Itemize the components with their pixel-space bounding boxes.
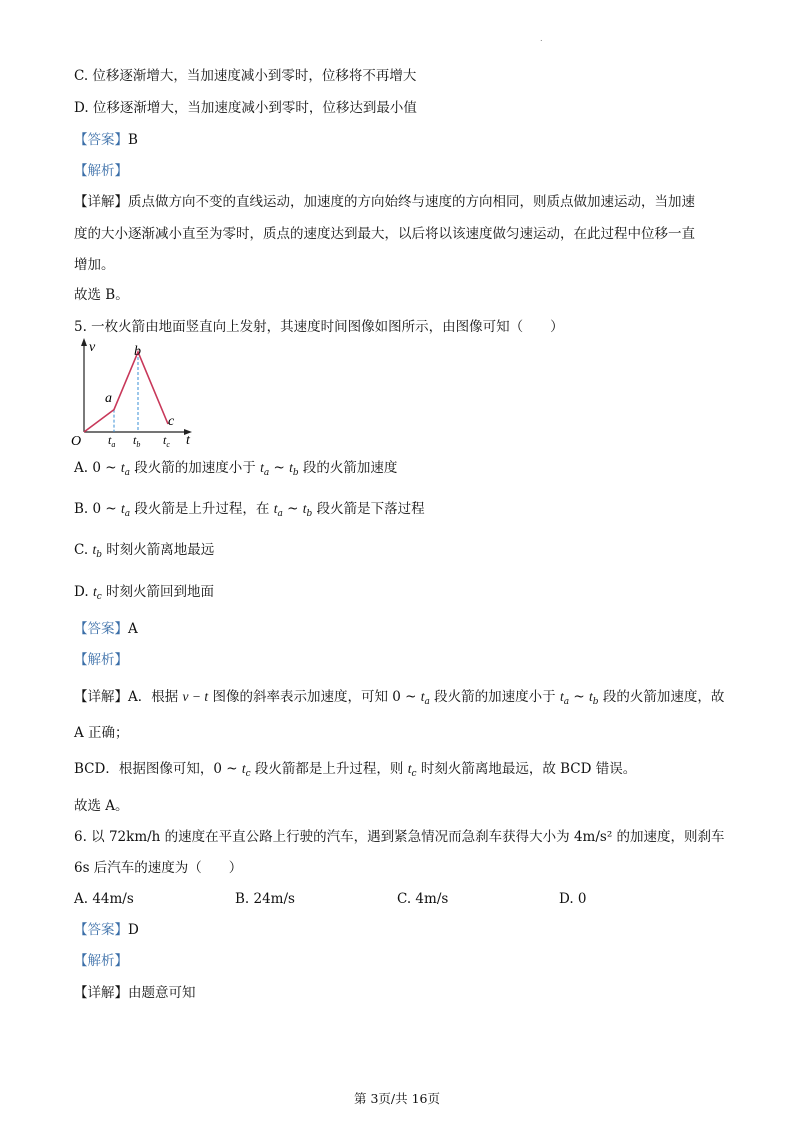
- answer-tag: 【答案】: [74, 132, 128, 148]
- q5-option-b: B. 0 ~ $t_a$ 段火箭是上升过程，在 $t_a$ ~ $t_b$ 段火箭是下落过程: [74, 501, 425, 519]
- answer-value: A: [128, 621, 138, 637]
- q6-option-c: C. 4m/s: [397, 891, 449, 907]
- answer-tag: 【答案】: [74, 621, 128, 637]
- q6-stem-2: 6s 后汽车的速度为（ ）: [74, 860, 243, 876]
- q5-detail-2: A 正确；: [74, 725, 129, 741]
- q5-option-a: A. 0 ~ $t_a$ 段火箭的加速度小于 $t_a$ ~ $t_b$ 段的火箭加速度: [74, 460, 398, 478]
- tick-tb: $t_b$: [133, 433, 141, 448]
- q5-answer-line: [74, 620, 138, 638]
- q6-answer-line: [74, 921, 139, 939]
- page-footer: 第 3页/共 16页: [353, 1091, 441, 1106]
- q6-option-d: D. 0: [559, 891, 587, 907]
- answer-value: D: [128, 922, 139, 938]
- prev-detail-2: 度的大小逐渐减小直至为零时，质点的速度达到最大，以后将以该速度做匀速运动，在此过程中位移一直: [74, 226, 695, 242]
- q6-option-b: B. 24m/s: [235, 891, 295, 907]
- q6-option-a: A. 44m/s: [74, 891, 134, 907]
- q5-analysis-tag: 【解析】: [74, 652, 128, 668]
- v-axis-label: v: [89, 340, 96, 355]
- q5-detail-3: BCD．根据图像可知，0 ~ $t_c$ 段火箭都是上升过程，则 $t_c$ 时刻火箭离地最远，故 BCD 错误。: [74, 761, 637, 779]
- detail-tag: 【详解】: [74, 194, 128, 210]
- v-axis-arrow: [81, 338, 87, 346]
- point-b-label: b: [134, 344, 141, 359]
- prev-option-d: D. 位移逐渐增大，当加速度减小到零时，位移达到最小值: [74, 100, 417, 116]
- vt-series-line: [84, 352, 168, 432]
- q5-conclusion: 故选 A。: [74, 798, 129, 814]
- origin-label: O: [71, 434, 82, 448]
- prev-answer-line: [74, 131, 138, 149]
- prev-conclusion: 故选 B。: [74, 287, 129, 303]
- q5-stem: 5. 一枚火箭由地面竖直向上发射，其速度时间图像如图所示，由图像可知（ ）: [74, 319, 564, 335]
- answer-tag: 【答案】: [74, 922, 128, 938]
- detail-text: 质点做方向不变的直线运动，加速度的方向始终与速度的方向相同，则质点做加速运动，当加速: [128, 194, 695, 210]
- tick-ta: $t_a$: [108, 433, 116, 448]
- q5-option-d: D. $t_c$ 时刻火箭回到地面: [74, 584, 215, 602]
- prev-detail-3: 增加。: [74, 257, 115, 273]
- prev-option-c: C. 位移逐渐增大，当加速度减小到零时，位移将不再增大: [74, 68, 417, 84]
- tick-tc: $t_c$: [163, 433, 170, 448]
- q6-detail: 【详解】由题意可知: [74, 985, 196, 1001]
- answer-value: B: [128, 132, 138, 148]
- q6-analysis-tag: 【解析】: [74, 953, 128, 969]
- analysis-tag: 【解析】: [74, 163, 128, 179]
- q6-stem-1: 6. 以 72km/h 的速度在平直公路上行驶的汽车，遇到紧急情况而急刹车获得大小为 4m/s² 的加速度，则刹车: [74, 829, 725, 845]
- t-axis-label: t: [186, 433, 190, 448]
- q5-detail-1: 【详解】A．根据 v − t 图像的斜率表示加速度，可知 0 ~ $t_a$ 段火箭的加速度小于 $t_a$ ~ $t_b$ 段的火箭加速度，故: [74, 689, 725, 707]
- prev-detail-1: [74, 193, 695, 211]
- q5-option-c: C. $t_b$ 时刻火箭离地最远: [74, 542, 215, 560]
- page-mark: .: [540, 34, 543, 43]
- point-c-label: c: [168, 414, 175, 429]
- point-a-label: a: [105, 391, 112, 406]
- vt-graph: [70, 336, 200, 448]
